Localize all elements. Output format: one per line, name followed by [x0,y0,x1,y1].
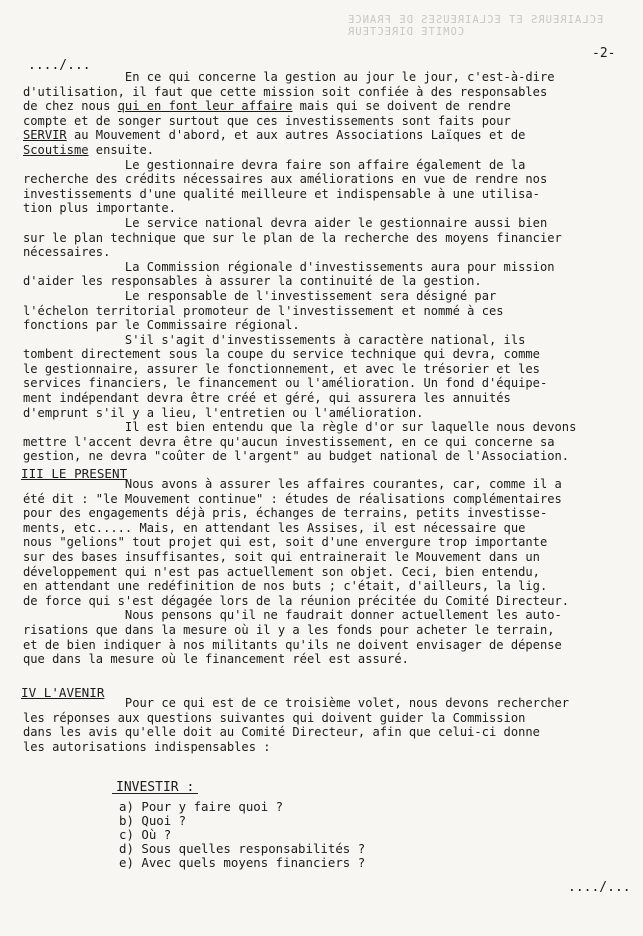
underlined-servir: SERVIR [23,128,67,143]
investir-underline [112,793,198,794]
text-run: En ce qui concerne la gestion au jour le jour, c'est-à-dire d'utilisation, il faut que cette mission soit confiée à des responsables de chez nous [23,70,555,114]
investir-heading: INVESTIR : [116,780,195,795]
section-heading-present: III LE PRESENT [21,466,128,481]
present-paragraphs: Nous avons à assurer les affaires courantes, car, comme il a été dit : "le Mouvement continue" : études de réalisations complémentaires pour des engagements déjà pris, échanges de terrains, petits investisse- ments, etc..... Mais, en attendant les Assises, il est nécessaire que nous "gelions" tout projet qui est, soit d'une envergure trop importante sur des bases insuffisantes, soit qui entrainerait le Mouvement dans un développement qui n'est pas actuellement son objet. Ceci, bien entendu, en attendant une redéfinition de nos buts ; c'était, d'ailleurs, la lig. de force qui s'est dégagée lors de la réunion précitée du Comité Directeur. Nous pensons qu'il ne faudrait donner actuellement les auto- risations que dans la mesure où il y a les fonds pour acheter le terrain, et de bien indiquer à nos militants qu'ils ne doivent envisager de dépense que dans la mesure où le financement réel est assuré. [23,477,570,667]
text-run: au Mouvement d'abord, et aux autres Associations Laïques et de [73,128,526,143]
underlined-phrase: qui en font leur affaire [117,99,293,114]
list-item: b) Quoi ? [119,813,187,828]
text-run: ensuite. Le gestionnaire devra faire son affaire également de la recherche des crédits nécessaires aux améliorations en vue de rendre nos investissements d'une qualité meilleure et indispensable à une utilisa- tion plus importante. Le service national devra aider le gestionnaire aussi bien sur le plan technique que sur le plan de la recherche des moyens financier nécessaires. La Commission régionale d'investissements aura pour mission d'aider les responsables à assurer la continuité de la gestion. Le responsable de l'investissement sera désigné par l'échelon territorial promoteur de l'investissement et nommé à ces fonctions par le Commissaire régional. S'il s'agit d'investissements à caractère national, ils tombent directement sous la coupe du service technique qui devra, comme le gestionnaire, assurer le fonctionnement, et avec le trésorier et les services financiers, le financement ou l'amélioration. Un fond d'équipe- ment indépendant devra être créé et géré, qui assurera les annuités d'emprunt s'il y a lieu, l'entretien ou l'amélioration. Il est bien entendu que la règle d'or sur laquelle nous devons mettre l'accent devra être qu'aucun investissement, en ce qui concerne sa gestion, ne devra "coûter de l'argent" au budget national de l'Association. [23,142,577,464]
avenir-paragraph: Pour ce qui est de ce troisième volet, nous devons rechercher les réponses aux questions suivantes qui doivent guider la Commission dans les avis qu'elle doit au Comité Directeur, afin que celui-ci donne les autorisations indispensables : [23,696,570,754]
continuation-marker-bottom: ..../... [568,880,631,895]
questions-list [119,800,365,870]
list-item: a) Pour y faire quoi ? [119,799,284,814]
section-heading-avenir: IV L'AVENIR [21,685,105,700]
list-item: d) Sous quelles responsabilités ? [119,841,366,856]
underlined-scoutisme: Scoutisme [23,142,89,157]
bleed-through-line-1: ECLAIREURS ET ECLAIREUSES DE FRANCE [346,14,603,26]
management-paragraphs [23,70,623,464]
bleed-through-header [347,14,603,38]
list-item: e) Avec quels moyens financiers ? [119,855,366,870]
continuation-marker-top: ..../... [28,58,91,73]
page-number: -2- [592,46,616,61]
list-item: c) Où ? [119,827,172,842]
bleed-through-line-2: COMITE DIRECTEUR [346,26,464,38]
text-run: mais qui se doivent de rendre compte et de songer surtout que ces investissements sont faits pour [23,99,511,128]
